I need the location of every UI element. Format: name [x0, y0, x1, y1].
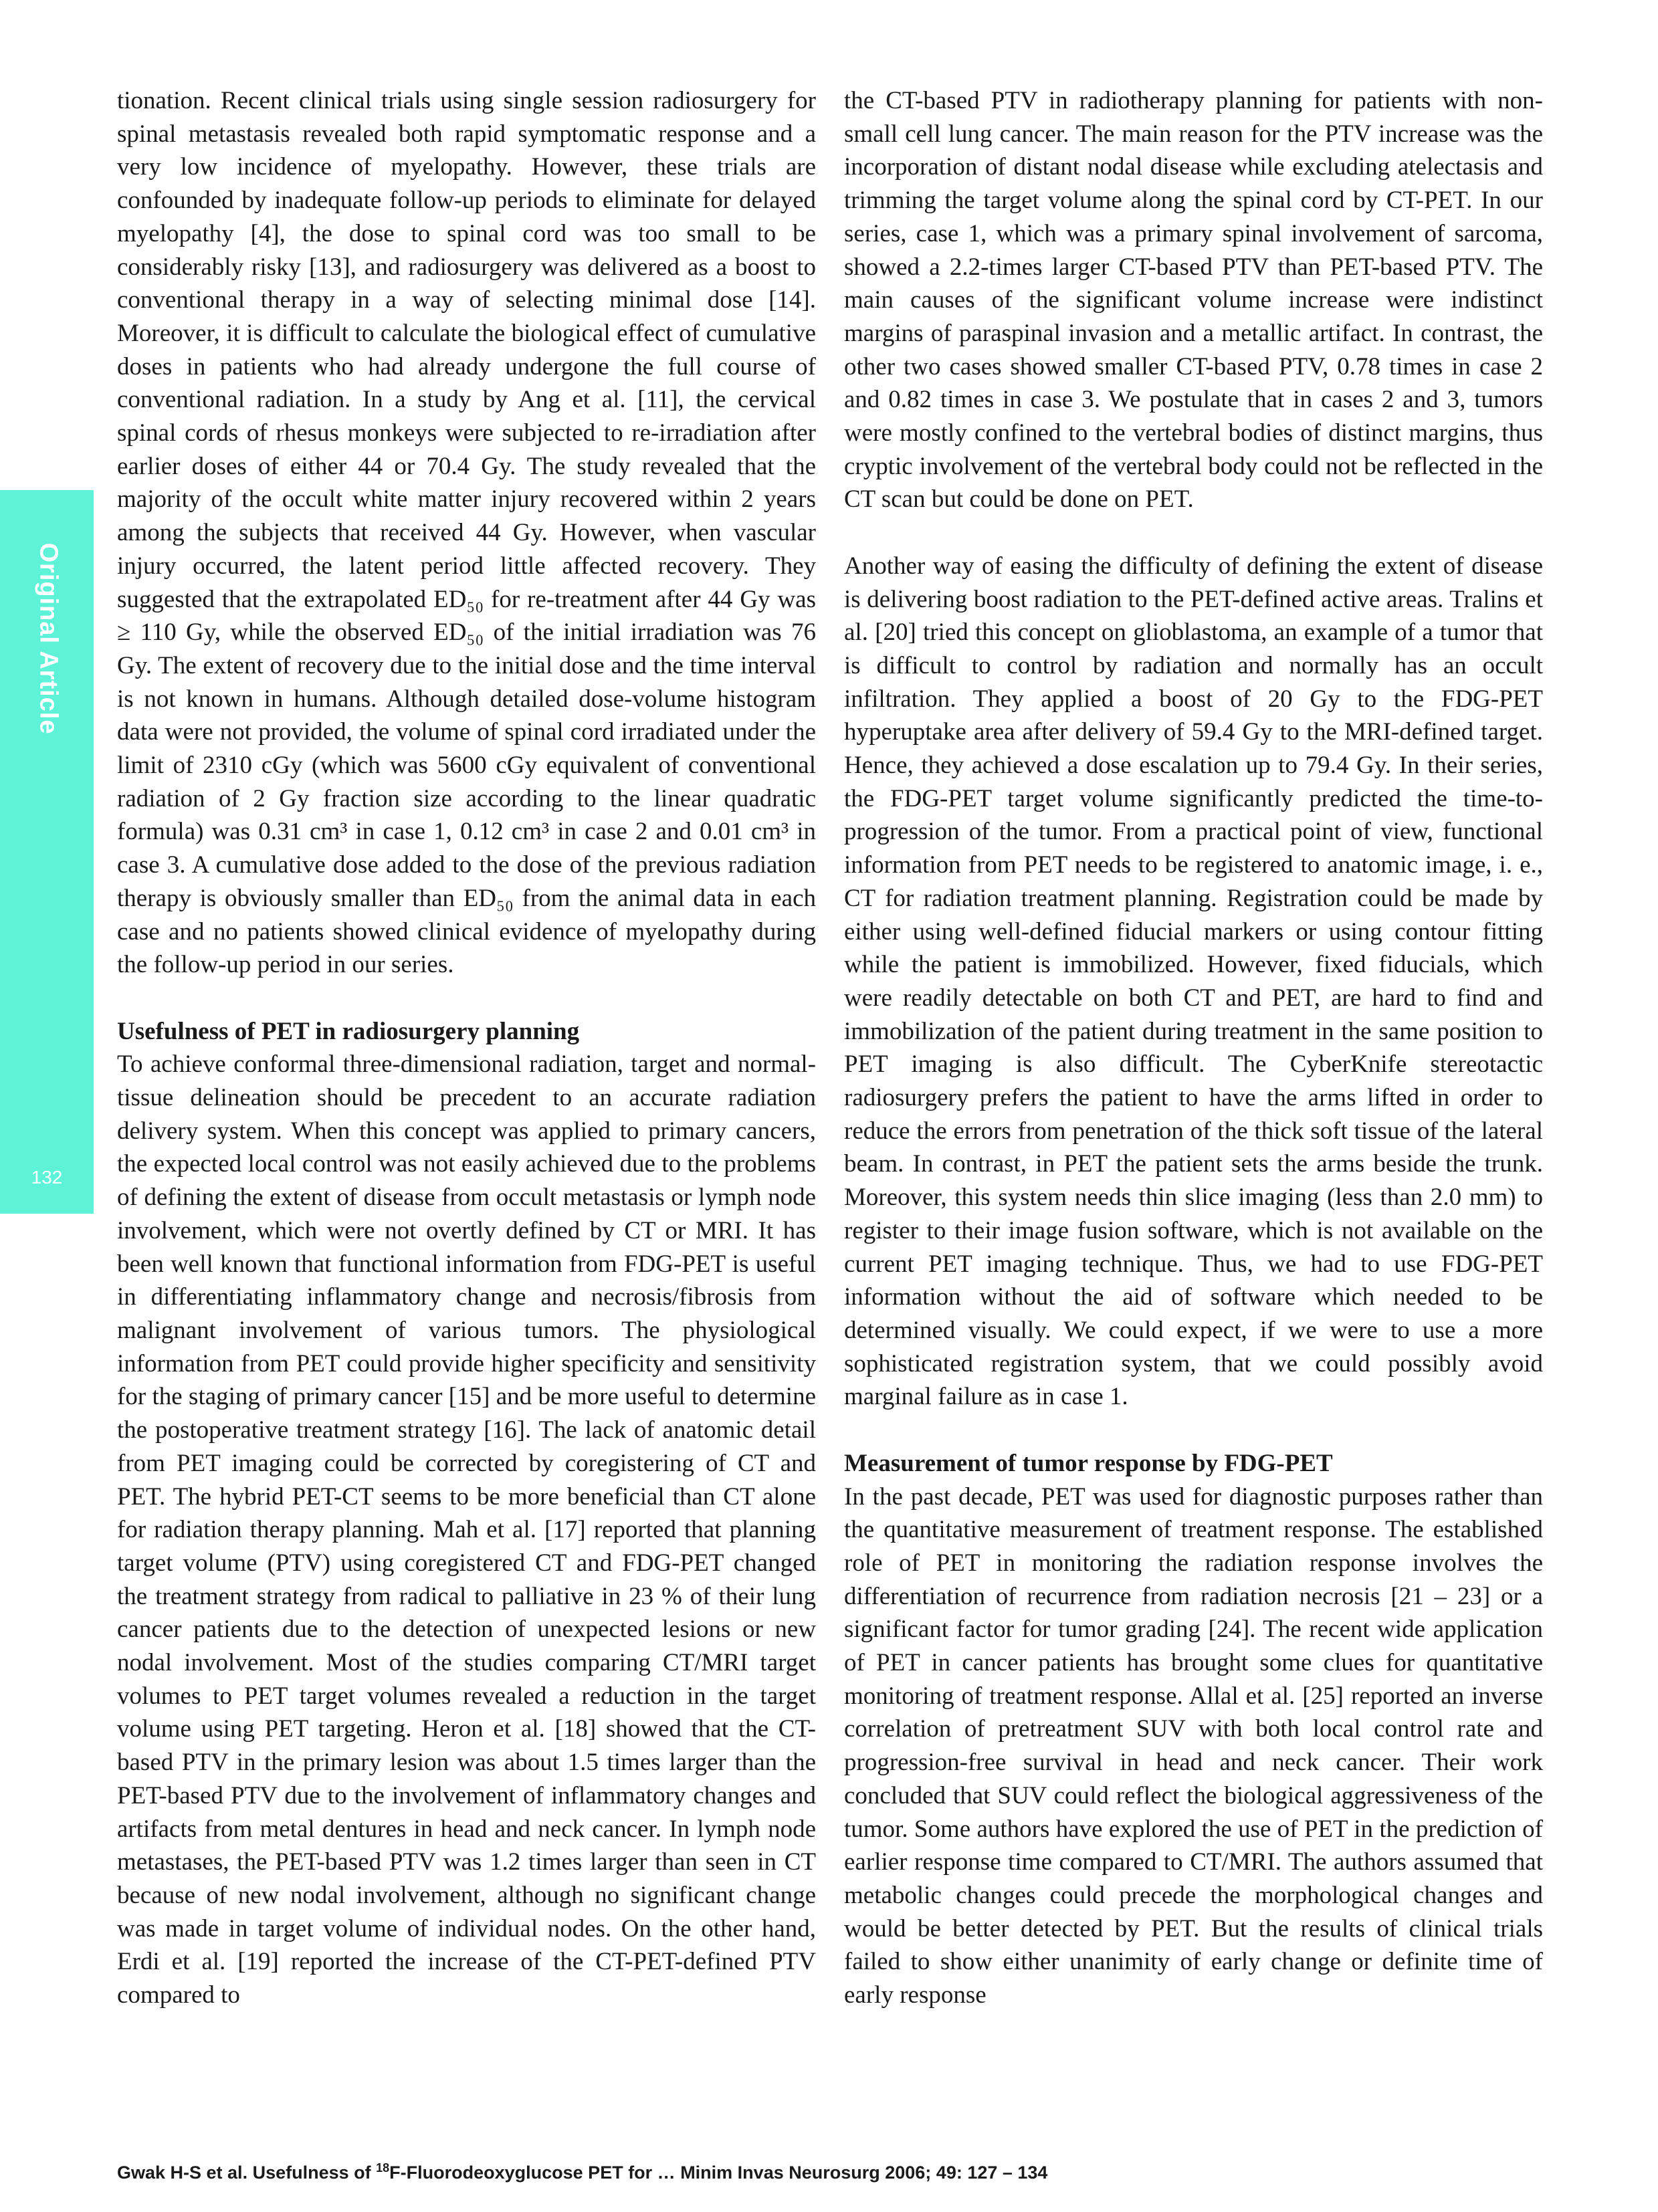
footer-suffix: F-Fluorodeoxyglucose PET for … Minim Invas Neurosurg 2006; 49: 127 – 134	[389, 2163, 1048, 2183]
footer-superscript: 18	[376, 2161, 390, 2175]
section-label	[35, 528, 62, 749]
footer-prefix: Gwak H-S et al. Usefulness of	[117, 2163, 377, 2183]
left-paragraph-1: tionation. Recent clinical trials using single session radiosurgery for spinal metastasis revealed both rapid symptomatic response and a very low incidence of myelopathy. However, these trials are confounded by inadequate follow-up periods to eliminate for delayed myelopathy [4], the dose to spinal cord was too small to be considerably risky [13], and radiosurgery was delivered as a boost to conventional therapy in a way of selecting minimal dose [14]. Moreover, it is difficult to calculate the biological effect of cumulative doses in patients who had already undergone the full course of conventional radiation. In a study by Ang et al. [11], the cervical spinal cords of rhesus monkeys were subjected to re-irradiation after earlier doses of either 44 or 70.4 Gy. The study revealed that the majority of the occult white matter injury recovered within 2 years among the subjects that received 44 Gy. However, when vascular injury occurred, the latent period little affected recovery. They suggested that the extrapolated ED₅₀ for re-treatment after 44 Gy was ≥ 110 Gy, while the observed ED₅₀ of the initial irradiation was 76 Gy. The extent of recovery due to the initial dose and the time interval is not known in humans. Although detailed dose-volume histogram data were not provided, the volume of spinal cord irradiated under the limit of 2310 cGy (which was 5600 cGy equivalent of conventional radiation of 2 Gy fraction size according to the linear quadratic formula) was 0.31 cm³ in case 1, 0.12 cm³ in case 2 and 0.01 cm³ in case 3. A cumulative dose added to the dose of the previous radiation therapy is obviously smaller than ED₅₀ from the animal data in each case and no patients showed clinical evidence of myelopathy during the follow-up period in our series.	[117, 87, 816, 979]
citation-footer	[117, 2161, 1047, 2183]
section-label-text: Original Article	[34, 542, 63, 735]
page-number: 132	[31, 1167, 63, 1188]
right-paragraph-2: Another way of easing the difficulty of defining the extent of disease is delivering boost radiation to the PET-defined active areas. Tralins et al. [20] tried this concept on glioblastoma, an example of a tumor that is difficult to control by radiation and normally has an occult infiltration. They applied a boost of 20 Gy to the FDG-PET hyperuptake area after delivery of 59.4 Gy to the MRI-defined target. Hence, they achieved a dose escalation up to 79.4 Gy. In their series, the FDG-PET target volume significantly predicted the time-to-progression of the tumor. From a practical point of view, functional information from PET needs to be registered to anatomic image, i. e., CT for radiation treatment planning. Registration could be made by either using well-defined fiducial markers or using contour fitting while the patient is immobilized. However, fixed fiducials, which were readily detectable on both CT and PET, are hard to find and immobilization of the patient during treatment in the same position to PET imaging is also difficult. The CyberKnife stereotactic radiosurgery prefers the patient to have the arms lifted in order to reduce the errors from penetration of the thick soft tissue of the lateral beam. In contrast, in PET the patient sets the arms beside the trunk. Moreover, this system needs thin slice imaging (less than 2.0 mm) to register to their image fusion software, which is not available on the current PET imaging technique. Thus, we had to use FDG-PET information without the aid of software which needed to be determined visually. We could expect, if we were to use a more sophisticated registration system, that we could possibly avoid marginal failure as in case 1.	[844, 552, 1543, 1411]
right-paragraph-1: the CT-based PTV in radiotherapy planning for patients with non-small cell lung cancer. The main reason for the PTV increase was the incorporation of distant nodal disease while excluding atelectasis and trimming the target volume along the spinal cord by CT-PET. In our series, case 1, which was a primary spinal involvement of sarcoma, showed a 2.2-times larger CT-based PTV than PET-based PTV. The main causes of the significant volume increase were indistinct margins of paraspinal invasion and a metallic artifact. In contrast, the other two cases showed smaller CT-based PTV, 0.78 times in case 2 and 0.82 times in case 3. We postulate that in cases 2 and 3, tumors were mostly confined to the vertebral bodies of distinct margins, thus cryptic involvement of the vertebral body could not be reflected in the CT scan but could be done on PET.	[844, 87, 1543, 514]
left-column	[117, 84, 816, 2012]
right-column	[844, 84, 1543, 2012]
right-paragraph-3: In the past decade, PET was used for diagnostic purposes rather than the quantitative measurement of treatment response. The established role of PET in monitoring the radiation response involves the differentiation of recurrence from radiation necrosis [21 – 23] or a significant factor for tumor grading [24]. The recent wide application of PET in cancer patients has brought some clues for quantitative monitoring of treatment response. Allal et al. [25] reported an inverse correlation of pretreatment SUV with both local control rate and progression-free survival in head and neck cancer. Their work concluded that SUV could reflect the biological aggressiveness of the tumor. Some authors have explored the use of PET in the prediction of earlier response time compared to CT/MRI. The authors assumed that metabolic changes could precede the morphological changes and would be better detected by PET. But the results of clinical trials failed to show either unanimity of early change or definite time of early response	[844, 1482, 1543, 2009]
left-paragraph-2: To achieve conformal three-dimensional radiation, target and normal-tissue delineation should be precedent to an accurate radiation delivery system. When this concept was applied to primary cancers, the expected local control was not easily achieved due to the problems of defining the extent of disease from occult metastasis or lymph node involvement, which were not overtly defined by CT or MRI. It has been well known that functional information from FDG-PET is useful in differentiating inflammatory change and necrosis/fibrosis from malignant involvement of various tumors. The physiological information from PET could provide higher specificity and sensitivity for the staging of primary cancer [15] and be more useful to determine the postoperative treatment strategy [16]. The lack of anatomic detail from PET imaging could be corrected by coregistering of CT and PET. The hybrid PET-CT seems to be more beneficial than CT alone for radiation therapy planning. Mah et al. [17] reported that planning target volume (PTV) using coregistered CT and FDG-PET changed the treatment strategy from radical to palliative in 23 % of their lung cancer patients due to the detection of unexpected lesions or new nodal involvement. Most of the studies comparing CT/MRI target volumes to PET target volumes revealed a reduction in the target volume using PET targeting. Heron et al. [18] showed that the CT-based PTV in the primary lesion was about 1.5 times larger than the PET-based PTV due to the involvement of inflammatory changes and artifacts from metal dentures in head and neck cancer. In lymph node metastases, the PET-based PTV was 1.2 times larger than seen in CT because of new nodal involvement, although no significant change was made in target volume of individual nodes. On the other hand, Erdi et al. [19] reported the increase of the CT-PET-defined PTV compared to	[117, 1050, 816, 2009]
section-heading-tumor-response: Measurement of tumor response by FDG-PET	[844, 1449, 1333, 1477]
section-heading-pet-planning: Usefulness of PET in radiosurgery planning	[117, 1017, 580, 1045]
